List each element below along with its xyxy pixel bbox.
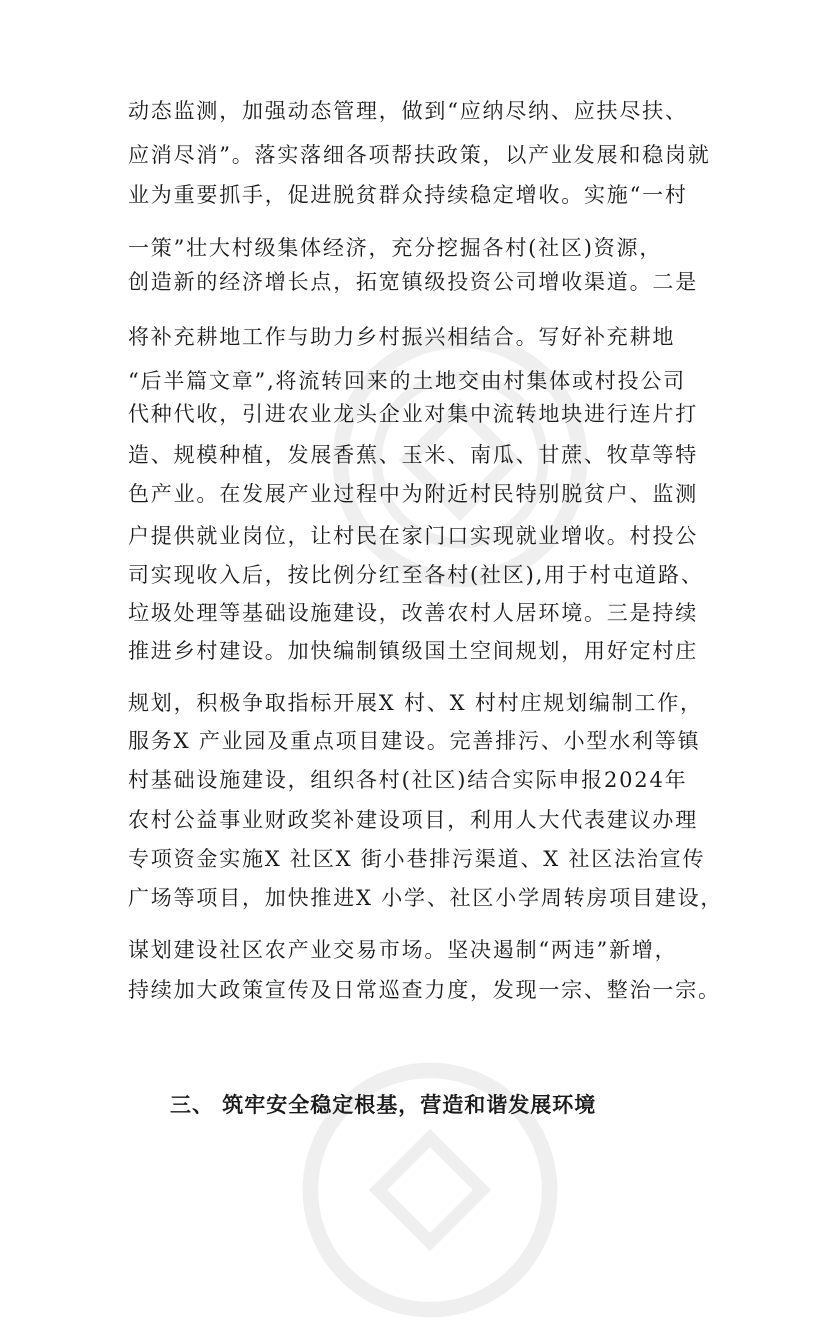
body-line: 代种代收，引进农业龙头企业对集中流转地块进行连片打 xyxy=(128,402,698,426)
body-line: 谋划建设社区农产业交易市场。坚决遏制“两违”新增， xyxy=(128,938,678,962)
body-line: 一策”壮大村级集体经济，充分挖掘各村(社区)资源， xyxy=(128,236,663,260)
body-line: 垃圾处理等基础设施建设，改善农村人居环境。三是持续 xyxy=(128,601,698,625)
body-line: 动态监测，加强动态管理，做到“应纳尽纳、应扶尽扶、 xyxy=(128,99,688,123)
body-line: 服务X 产业园及重点项目建设。完善排污、小型水利等镇 xyxy=(128,729,701,753)
body-line: 专项资金实施X 社区X 街小巷排污渠道、X 社区法治宣传 xyxy=(128,847,706,871)
body-line: 业为重要抓手，促进脱贫群众持续稳定增收。实施“一村 xyxy=(128,183,688,207)
body-line: 创造新的经济增长点，拓宽镇级投资公司增收渠道。二是 xyxy=(128,270,698,294)
body-line: 色产业。在发展产业过程中为附近村民特别脱贫户、监测 xyxy=(128,482,698,506)
section-heading: 三、 筑牢安全稳定根基，营造和谐发展环境 xyxy=(170,1093,597,1117)
body-line: 司实现收入后，按比例分红至各村(社区),用于村屯道路、 xyxy=(128,563,704,587)
body-line: 推进乡村建设。加快编制镇级国土空间规划，用好定村庄 xyxy=(128,639,698,663)
body-line: 造、规模种植，发展香蕉、玉米、南瓜、甘蔗、牧草等特 xyxy=(128,443,698,467)
body-line: 户提供就业岗位，让村民在家门口实现就业增收。村投公 xyxy=(128,524,698,548)
body-line: “后半篇文章”,将流转回来的土地交由村集体或村投公司 xyxy=(128,369,686,393)
body-line: 村基础设施建设，组织各村(社区)结合实际申报2024年 xyxy=(128,768,688,792)
body-line: 广场等项目，加快推进X 小学、社区小学周转房项目建设， xyxy=(128,886,724,910)
body-line: 持续加大政策宣传及日常巡查力度，发现一宗、整治一宗。 xyxy=(128,978,721,1002)
body-line: 农村公益事业财政奖补建设项目，利用人大代表建议办理 xyxy=(128,808,698,832)
body-line: 规划，积极争取指标开展X 村、X 村村庄规划编制工作， xyxy=(128,691,703,715)
body-line: 将补充耕地工作与助力乡村振兴相结合。写好补充耕地 xyxy=(128,325,676,349)
body-line: 应消尽消”。落实落细各项帮扶政策，以产业发展和稳岗就 xyxy=(128,143,711,167)
